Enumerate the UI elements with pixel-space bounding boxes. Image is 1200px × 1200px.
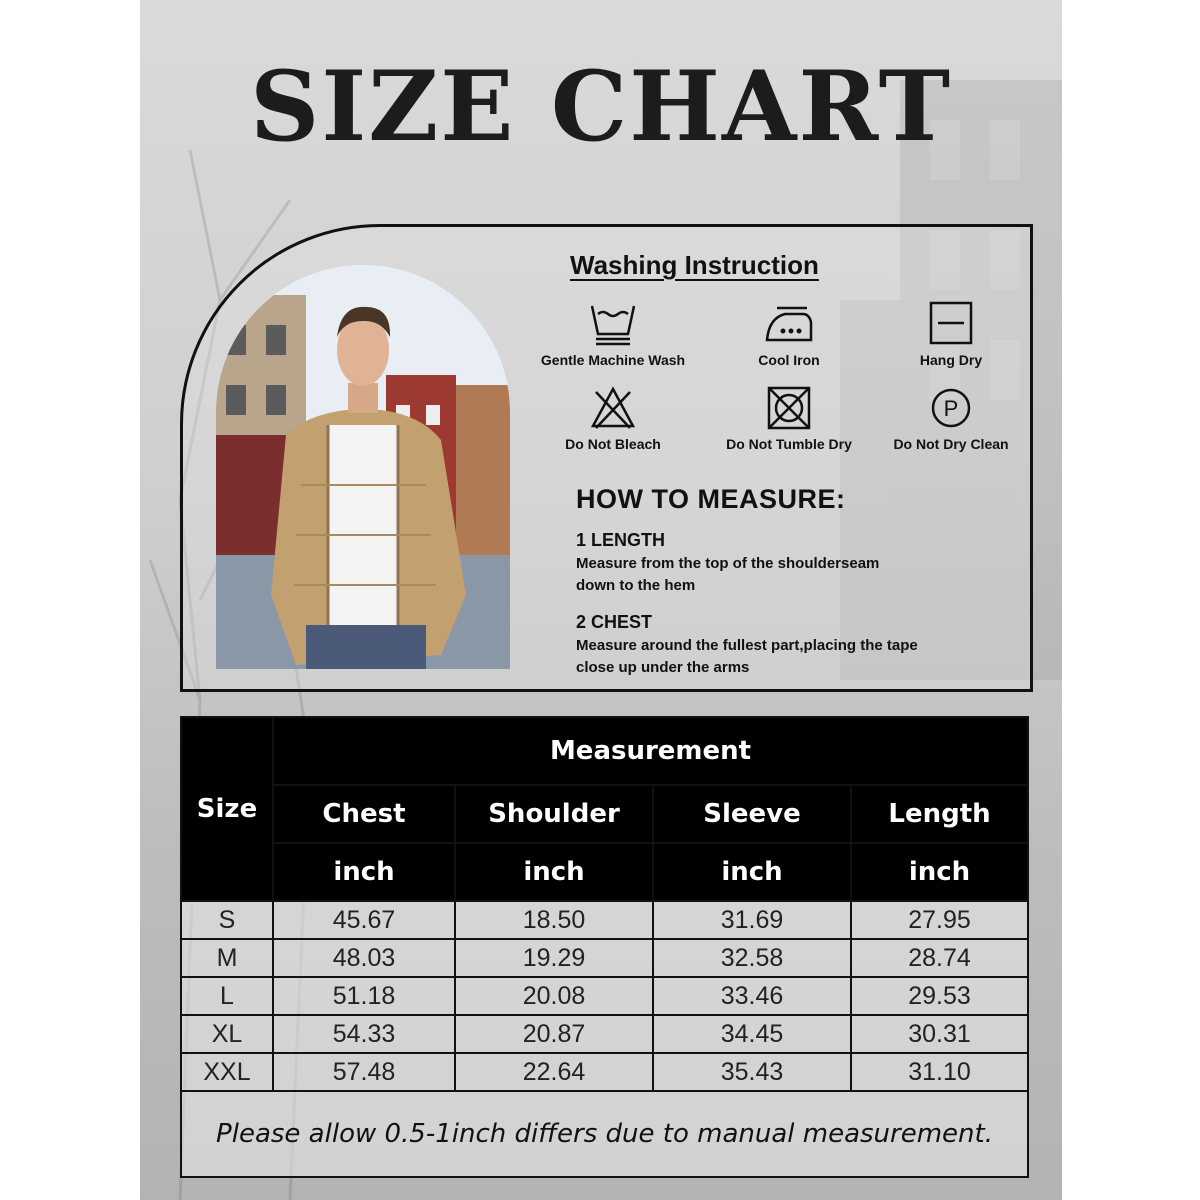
care-label: Cool Iron <box>758 352 820 368</box>
care-label: Do Not Tumble Dry <box>726 436 852 452</box>
value-cell: 31.69 <box>653 901 851 939</box>
value-cell: 28.74 <box>851 939 1028 977</box>
step-description-line: down to the hem <box>576 577 696 594</box>
value-cell: 19.29 <box>455 939 653 977</box>
measurement-note: Please allow 0.5-1inch differs due to manual measurement. <box>181 1091 1028 1177</box>
no-dry-clean-icon <box>928 386 974 430</box>
table-row <box>181 977 1028 1015</box>
care-no-bleach <box>528 386 698 452</box>
value-cell: 48.03 <box>273 939 455 977</box>
value-cell: 20.87 <box>455 1015 653 1053</box>
table-row <box>181 1015 1028 1053</box>
step-description <box>576 635 996 679</box>
care-cool-iron <box>704 300 874 368</box>
care-label: Hang Dry <box>919 352 983 368</box>
value-cell: 31.10 <box>851 1053 1028 1091</box>
measure-step-chest <box>576 612 996 679</box>
size-cell: L <box>181 977 273 1015</box>
step-description-line: Measure from the top of the shoulderseam <box>576 555 880 572</box>
value-cell: 27.95 <box>851 901 1028 939</box>
step-description-line: Measure around the fullest part,placing the tape <box>576 637 918 654</box>
value-cell: 30.31 <box>851 1015 1028 1053</box>
unit-label: inch <box>273 843 455 901</box>
table-row <box>181 939 1028 977</box>
value-cell: 34.45 <box>653 1015 851 1053</box>
table-row <box>181 901 1028 939</box>
value-cell: 57.48 <box>273 1053 455 1091</box>
gentle-wash-icon <box>588 300 638 346</box>
washing-instruction-title: Washing Instruction <box>570 250 819 280</box>
svg-text:P: P <box>943 396 959 421</box>
column-header-sleeve: Sleeve <box>653 785 851 843</box>
step-description-line: close up under the arms <box>576 659 750 676</box>
care-gentle-wash <box>528 300 698 368</box>
value-cell: 54.33 <box>273 1015 455 1053</box>
size-cell: XXL <box>181 1053 273 1091</box>
iron-icon <box>763 300 815 346</box>
hang-dry-icon <box>928 300 974 346</box>
unit-label: inch <box>455 843 653 901</box>
value-cell: 51.18 <box>273 977 455 1015</box>
value-cell: 45.67 <box>273 901 455 939</box>
size-header: Size <box>181 717 273 901</box>
size-cell: S <box>181 901 273 939</box>
value-cell: 35.43 <box>653 1053 851 1091</box>
value-cell: 33.46 <box>653 977 851 1015</box>
value-cell: 18.50 <box>455 901 653 939</box>
value-cell: 20.08 <box>455 977 653 1015</box>
how-to-measure-title: HOW TO MEASURE: <box>576 484 846 514</box>
column-header-chest: Chest <box>273 785 455 843</box>
measure-step-length <box>576 530 996 597</box>
care-no-tumble-dry <box>704 386 874 452</box>
no-bleach-icon <box>590 386 636 430</box>
page-title: SIZE CHART <box>249 50 953 163</box>
care-label: Gentle Machine Wash <box>540 352 686 368</box>
value-cell: 29.53 <box>851 977 1028 1015</box>
care-label: Do Not Dry Clean <box>893 436 1009 452</box>
no-tumble-dry-icon <box>766 386 812 430</box>
unit-label: inch <box>653 843 851 901</box>
column-header-shoulder: Shoulder <box>455 785 653 843</box>
care-hang-dry <box>866 300 1036 368</box>
model-photo <box>216 265 510 669</box>
care-label: Do Not Bleach <box>565 436 661 452</box>
table-row <box>181 1053 1028 1091</box>
step-heading: 1 LENGTH <box>576 530 666 550</box>
value-cell: 32.58 <box>653 939 851 977</box>
size-chart-page <box>140 0 1062 1200</box>
step-heading: 2 CHEST <box>576 612 653 632</box>
size-table <box>180 716 1029 1178</box>
care-no-dry-clean <box>866 386 1036 452</box>
step-description <box>576 553 996 597</box>
size-cell: XL <box>181 1015 273 1053</box>
column-header-length: Length <box>851 785 1028 843</box>
size-cell: M <box>181 939 273 977</box>
measurement-header: Measurement <box>273 717 1028 785</box>
unit-label: inch <box>851 843 1028 901</box>
value-cell: 22.64 <box>455 1053 653 1091</box>
